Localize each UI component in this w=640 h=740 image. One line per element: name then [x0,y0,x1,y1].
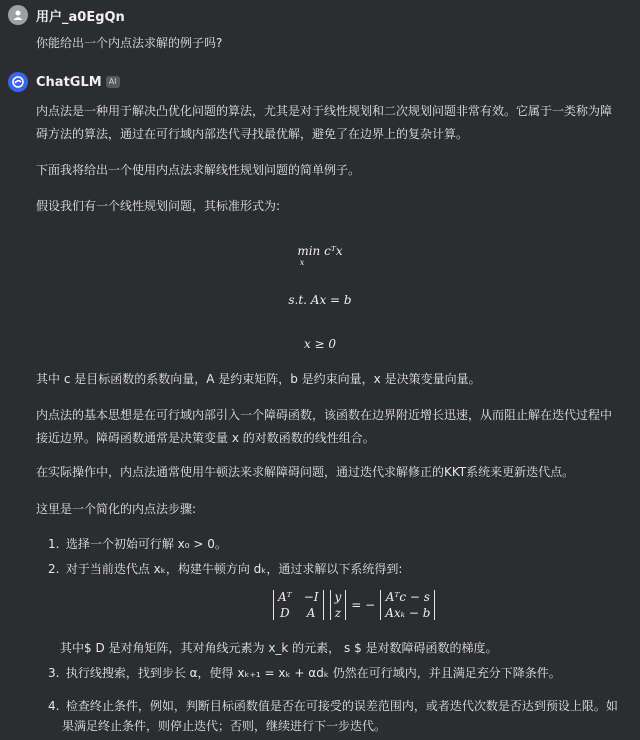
user-icon [12,9,24,21]
bot-name: ChatGLM [36,74,102,90]
user-message-header [8,5,125,25]
user-message: 你能给出一个内点法求解的例子吗? [36,36,223,50]
bot-avatar [8,72,28,92]
step-1: 1. 选择一个初始可行解 x₀ > 0。 [48,537,227,551]
step-3: 3. 执行线搜索，找到步长 α，使得 xₖ₊₁ = xₖ + αdₖ 仍然在可行域内，并且满足充分下降条件。 [48,666,561,680]
math-nonnegativity: x ≥ 0 [303,337,337,351]
chatglm-logo-icon [11,75,25,89]
paragraph-example-intro: 下面我将给出一个使用内点法求解线性规划问题的简单例子。 [36,163,361,177]
paragraph-intro-line2: 碍方法的算法，通过在可行域内部迭代寻找最优解，避免了在边界上的复杂计算。 [36,127,469,141]
user-name: 用户_a0EgQn [36,9,125,25]
step-2-note: 其中$ D 是对角矩阵，其对角线元素为 x_k 的元素， s $ 是对数障碍函数的梯度。 [60,641,498,655]
step-4-line1: 4. 检查终止条件，例如，判断目标函数值是否在可接受的误差范围内，或者迭代次数是否达到预设上限。如 [48,699,618,713]
paragraph-symbols: 其中 c 是目标函数的系数向量，A 是约束矩阵，b 是约束向量，x 是决策变量向量。 [36,372,481,386]
math-objective-subscript: x [299,258,305,267]
equals-sign: = − [351,598,376,612]
paragraph-intro-line1: 内点法是一种用于解决凸优化问题的算法，尤其是对于线性规划和二次规划问题非常有效。它属于一类称为障 [36,104,613,118]
ai-badge: AI [106,76,120,88]
step-2: 2. 对于当前迭代点 xₖ，构建牛顿方向 dₖ，通过求解以下系统得到: [48,562,403,576]
unknown-vector: y z [330,590,347,620]
paragraph-steps-intro: 这里是一个简化的内点法步骤: [36,502,197,516]
paragraph-idea-line1: 内点法的基本思想是在可行域内部引入一个障碍函数，该函数在边界附近增长迅速，从而阻止解在迭代过程中 [36,408,613,422]
math-objective: min cᵀx [297,244,343,258]
rhs-vector: Aᵀc − s Axₖ − b [380,590,435,620]
paragraph-newton: 在实际操作中，内点法通常使用牛顿法来求解障碍问题，通过迭代求解修正的KKT系统来更新迭代点。 [36,465,575,479]
newton-system-matrix [270,590,438,620]
bot-message-header [8,72,120,92]
kkt-matrix: Aᵀ −I D A [273,590,324,620]
paragraph-standard-form: 假设我们有一个线性规划问题，其标准形式为: [36,199,281,213]
math-constraint: s.t. Ax = b [288,293,352,307]
paragraph-idea-line2: 接近边界。障碍函数通常是决策变量 x 的对数函数的线性组合。 [36,431,375,445]
user-avatar [8,5,28,25]
step-4-line2: 果满足终止条件，则停止迭代；否则，继续进行下一步迭代。 [62,719,387,733]
